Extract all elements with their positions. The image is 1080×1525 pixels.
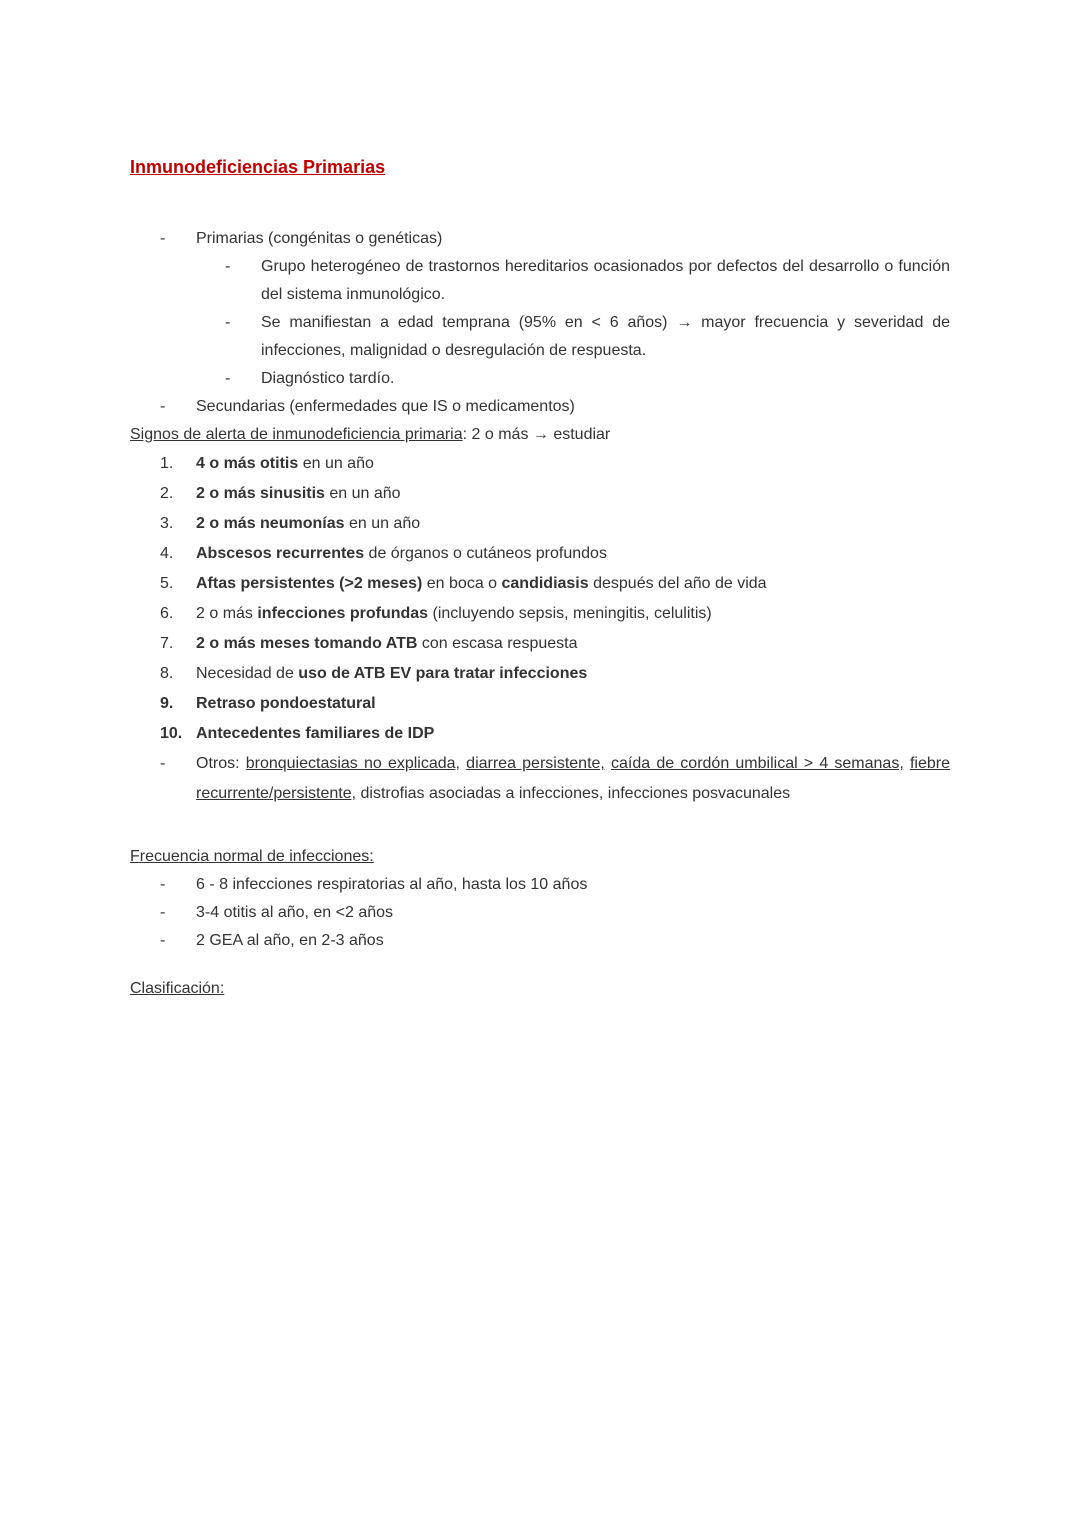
list-item-text: [196, 629, 950, 659]
list-marker: -: [225, 258, 231, 275]
text-segment: fiebre recurrente/persistente,: [196, 755, 950, 802]
list-marker: 7.: [160, 635, 174, 652]
list-marker: -: [160, 876, 166, 893]
list-item-text: [196, 689, 950, 719]
list-item-text: [196, 927, 950, 955]
list-item: [130, 479, 950, 509]
text-segment: 3-4 otitis al año, en <2 años: [196, 904, 394, 921]
list-marker: -: [225, 314, 231, 331]
intro-list: [130, 225, 950, 421]
list-item-text: [196, 539, 950, 569]
frequency-list: [130, 871, 950, 955]
list-marker: -: [160, 755, 166, 772]
list-marker: 6.: [160, 605, 174, 622]
frequency-heading-text: Frecuencia normal de infecciones:: [130, 848, 374, 865]
list-item-text: [196, 749, 950, 809]
list-item: [130, 449, 950, 479]
text-segment: 2 GEA al año, en 2-3 años: [196, 932, 384, 949]
frequency-heading: [130, 843, 950, 871]
list-item: [130, 629, 950, 659]
list-item: [130, 253, 950, 309]
text-segment: 2 o más sinusitis: [196, 485, 325, 502]
list-item-text: [196, 479, 950, 509]
text-segment: 2 o más: [196, 605, 258, 622]
list-item-text: [196, 899, 950, 927]
text-segment: Necesidad de: [196, 665, 299, 682]
list-marker: 2.: [160, 485, 174, 502]
list-item: [130, 509, 950, 539]
list-marker: 1.: [160, 455, 174, 472]
text-segment: Retraso pondoestatural: [196, 695, 376, 712]
list-item-text: [196, 659, 950, 689]
alert-signs-list: [130, 449, 950, 809]
text-segment: en un año: [344, 515, 421, 532]
list-item: [130, 599, 950, 629]
text-segment: Aftas persistentes (>2 meses): [196, 575, 423, 592]
list-marker: -: [160, 932, 166, 949]
list-item: [130, 365, 950, 393]
list-item-text: [196, 599, 950, 629]
text-segment: 2 o más neumonías: [196, 515, 345, 532]
text-segment: 6 - 8 infecciones respiratorias al año, hasta los 10 años: [196, 876, 588, 893]
list-item-text: [196, 509, 950, 539]
list-item: [130, 393, 950, 421]
list-item-text: [196, 871, 950, 899]
list-marker: 5.: [160, 575, 174, 592]
list-item: [130, 871, 950, 899]
list-item-text: [261, 365, 950, 393]
list-item-text: [196, 569, 950, 599]
text-segment: Se manifiestan a edad temprana (95% en < 6 años) → mayor frecuencia y severidad de infecciones, malignidad o desregulación de respuesta.: [261, 314, 950, 359]
text-segment: uso de ATB EV para tratar infecciones: [298, 665, 588, 682]
list-marker: 9.: [160, 695, 174, 712]
text-segment: de órganos o cutáneos profundos: [364, 545, 607, 562]
list-item: [130, 569, 950, 599]
text-segment: Grupo heterogéneo de trastornos hereditarios ocasionados por defectos del desarrollo o función del sistema inmunológico.: [261, 258, 950, 303]
list-item-text: [196, 393, 950, 421]
text-segment: en boca o: [422, 575, 502, 592]
classification-heading-text: Clasificación:: [130, 980, 225, 997]
text-segment: en un año: [324, 485, 401, 502]
text-segment: : 2 o más → estudiar: [462, 426, 611, 443]
list-marker: 4.: [160, 545, 174, 562]
text-segment: diarrea persistente,: [466, 755, 605, 772]
alert-signs-heading: [130, 421, 950, 449]
text-segment: infecciones profundas: [257, 605, 429, 622]
text-segment: Secundarias (enfermedades que IS o medicamentos): [196, 398, 575, 415]
list-marker: 3.: [160, 515, 174, 532]
list-item-text: [196, 449, 950, 479]
list-item: [130, 659, 950, 689]
list-item-text: [196, 225, 950, 253]
classification-heading: [130, 975, 950, 1003]
list-item: [130, 539, 950, 569]
list-marker: -: [160, 230, 166, 247]
list-item: [130, 225, 950, 253]
text-segment: Abscesos recurrentes: [196, 545, 365, 562]
list-item-text: [261, 253, 950, 309]
page-title: Inmunodeficiencias Primarias: [130, 157, 386, 177]
text-segment: Antecedentes familiares de IDP: [196, 725, 435, 742]
text-segment: después del año de vida: [588, 575, 767, 592]
list-item: [130, 927, 950, 955]
list-marker: 8.: [160, 665, 174, 682]
list-item: [130, 899, 950, 927]
text-segment: distrofias asociadas a infecciones, infecciones posvacunales: [356, 785, 791, 802]
list-item-text: [196, 719, 950, 749]
text-segment: bronquiectasias no explicada,: [245, 755, 460, 772]
list-marker: -: [160, 398, 166, 415]
text-segment: (incluyendo sepsis, meningitis, celulitis): [428, 605, 712, 622]
text-segment: Signos de alerta de inmunodeficiencia primaria: [130, 426, 463, 443]
text-segment: Primarias (congénitas o genéticas): [196, 230, 443, 247]
text-segment: caída de cordón umbilical > 4 semanas,: [611, 755, 904, 772]
list-marker: -: [160, 904, 166, 921]
text-segment: Otros:: [196, 755, 246, 772]
text-segment: con escasa respuesta: [417, 635, 578, 652]
list-item-text: [261, 309, 950, 365]
text-segment: en un año: [298, 455, 374, 472]
list-item: [130, 719, 950, 749]
list-item: [130, 689, 950, 719]
list-marker: 10.: [160, 725, 183, 742]
list-item: [130, 749, 950, 809]
text-segment: Diagnóstico tardío.: [261, 370, 395, 387]
list-marker: -: [225, 370, 231, 387]
text-segment: candidiasis: [501, 575, 589, 592]
list-item: [130, 309, 950, 365]
text-segment: 2 o más meses tomando ATB: [196, 635, 418, 652]
text-segment: 4 o más otitis: [196, 455, 299, 472]
